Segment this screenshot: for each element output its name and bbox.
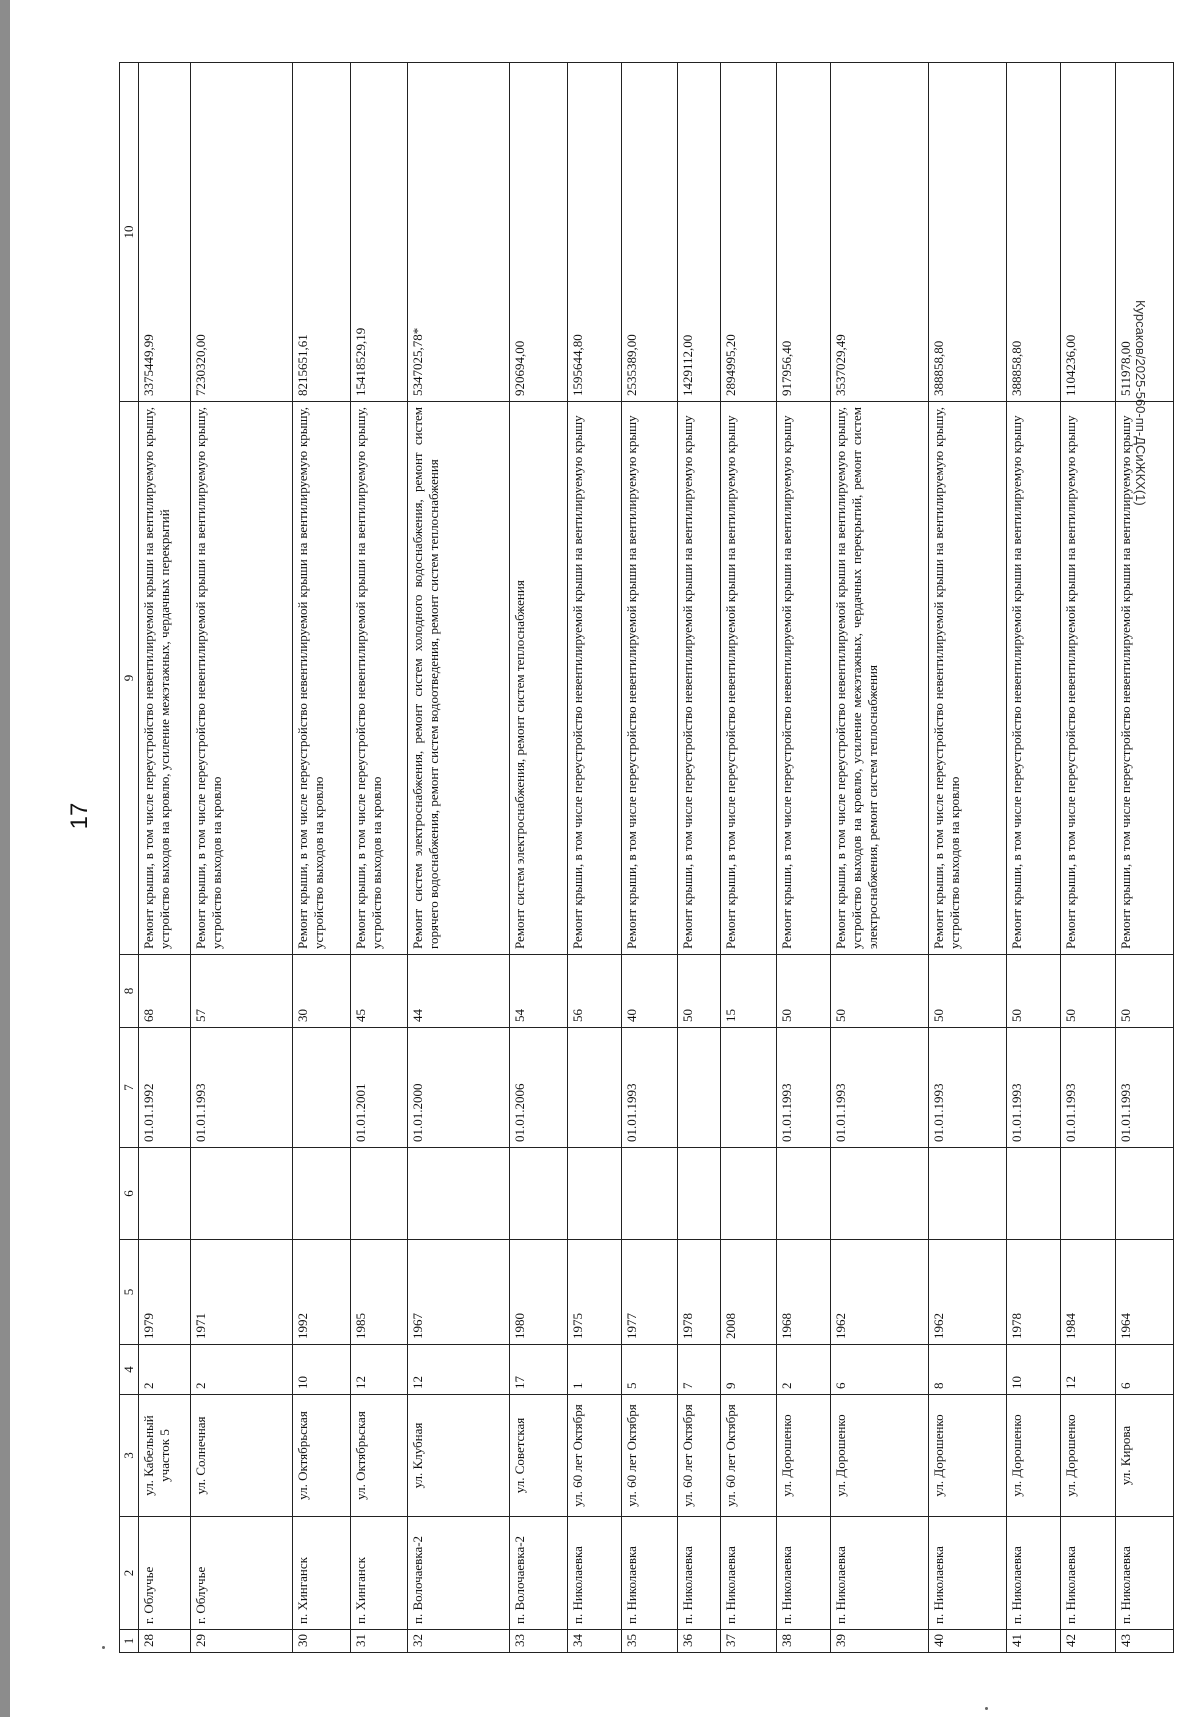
works-description-cell: Ремонт крыши, в том числе переустройство невентилируемой крыши на вентилируемую крышу, устройство выходов на кровлю — [929, 402, 1007, 955]
wear-percent-cell: 50 — [1007, 955, 1061, 1028]
column-6-cell — [510, 1148, 568, 1240]
row-number: 28 — [139, 1630, 191, 1653]
column-6-cell — [139, 1148, 191, 1240]
scan-edge — [0, 0, 10, 1717]
year-cell: 1971 — [191, 1240, 293, 1345]
works-description-cell: Ремонт крыши, в том числе переустройство невентилируемой крыши на вентилируемую крышу, устройство выходов на кровлю, усиление межэтажных, чердачных перекрытий — [139, 402, 191, 955]
row-number: 36 — [678, 1630, 721, 1653]
settlement-cell: п. Николаевка — [622, 1517, 678, 1630]
street-cell: ул. Клубная — [408, 1395, 510, 1517]
works-description-cell: Ремонт крыши, в том числе переустройство невентилируемой крыши на вентилируемую крышу — [1061, 402, 1116, 955]
column-6-cell — [1116, 1148, 1174, 1240]
works-description-cell: Ремонт крыши, в том числе переустройство невентилируемой крыши на вентилируемую крышу, устройство выходов на кровлю — [191, 402, 293, 955]
column-6-cell — [191, 1148, 293, 1240]
year-cell: 1977 — [622, 1240, 678, 1345]
date-cell — [568, 1028, 622, 1148]
cost-cell: 8215651,61 — [293, 63, 351, 402]
house-number-cell: 2 — [777, 1345, 831, 1395]
works-description-cell: Ремонт систем электроснабжения, ремонт систем теплоснабжения — [510, 402, 568, 955]
cost-cell: 7230320,00 — [191, 63, 293, 402]
house-number-cell: 6 — [1116, 1345, 1174, 1395]
table-row — [929, 63, 1007, 1653]
house-number-cell: 7 — [678, 1345, 721, 1395]
wear-percent-cell: 50 — [1116, 955, 1174, 1028]
house-number-cell: 10 — [293, 1345, 351, 1395]
street-cell: ул. 60 лет Октября — [568, 1395, 622, 1517]
cost-cell: 3537029,49 — [831, 63, 929, 402]
settlement-cell: п. Хинганск — [351, 1517, 408, 1630]
works-description-cell: Ремонт крыши, в том числе переустройство невентилируемой крыши на вентилируемую крышу — [1116, 402, 1174, 955]
settlement-cell: п. Николаевка — [831, 1517, 929, 1630]
works-table — [119, 62, 1174, 1653]
street-cell: ул. 60 лет Октября — [678, 1395, 721, 1517]
date-cell: 01.01.1993 — [1116, 1028, 1174, 1148]
year-cell: 1967 — [408, 1240, 510, 1345]
year-cell: 1964 — [1116, 1240, 1174, 1345]
row-number: 39 — [831, 1630, 929, 1653]
street-cell: ул. Кабельный участок 5 — [139, 1395, 191, 1517]
house-number-cell: 1 — [568, 1345, 622, 1395]
settlement-cell: п. Хинганск — [293, 1517, 351, 1630]
wear-percent-cell: 44 — [408, 955, 510, 1028]
date-cell: 01.01.1992 — [139, 1028, 191, 1148]
wear-percent-cell: 57 — [191, 955, 293, 1028]
settlement-cell: п. Волочаевка-2 — [408, 1517, 510, 1630]
row-number: 34 — [568, 1630, 622, 1653]
table-row — [678, 63, 721, 1653]
year-cell: 1962 — [831, 1240, 929, 1345]
row-number: 38 — [777, 1630, 831, 1653]
house-number-cell: 12 — [1061, 1345, 1116, 1395]
settlement-cell: г. Облучье — [139, 1517, 191, 1630]
cost-cell: 511978,00 — [1116, 63, 1174, 402]
street-cell: ул. Кирова — [1116, 1395, 1174, 1517]
column-number-header: 10 — [120, 63, 139, 402]
house-number-cell: 6 — [831, 1345, 929, 1395]
table-row — [777, 63, 831, 1653]
street-cell: ул. Солнечная — [191, 1395, 293, 1517]
rotated-table-container — [119, 63, 1133, 1653]
year-cell: 1962 — [929, 1240, 1007, 1345]
wear-percent-cell: 50 — [1061, 955, 1116, 1028]
table-row — [721, 63, 777, 1653]
cost-cell: 2894995,20 — [721, 63, 777, 402]
row-number: 30 — [293, 1630, 351, 1653]
scan-speck — [985, 1707, 988, 1710]
column-6-cell — [568, 1148, 622, 1240]
street-cell: ул. Дорошенко — [1007, 1395, 1061, 1517]
date-cell: 01.01.2006 — [510, 1028, 568, 1148]
column-6-cell — [1061, 1148, 1116, 1240]
settlement-cell: г. Облучье — [191, 1517, 293, 1630]
row-number: 40 — [929, 1630, 1007, 1653]
table-row — [351, 63, 408, 1653]
date-cell — [678, 1028, 721, 1148]
date-cell — [721, 1028, 777, 1148]
column-6-cell — [678, 1148, 721, 1240]
row-number: 43 — [1116, 1630, 1174, 1653]
settlement-cell: п. Николаевка — [1007, 1517, 1061, 1630]
cost-cell: 3375449,99 — [139, 63, 191, 402]
column-number-header: 9 — [120, 402, 139, 955]
column-6-cell — [622, 1148, 678, 1240]
wear-percent-cell: 56 — [568, 955, 622, 1028]
table-row — [622, 63, 678, 1653]
date-cell — [293, 1028, 351, 1148]
year-cell: 1978 — [1007, 1240, 1061, 1345]
column-number-header: 7 — [120, 1028, 139, 1148]
street-cell: ул. Советская — [510, 1395, 568, 1517]
cost-cell: 1429112,00 — [678, 63, 721, 402]
column-6-cell — [293, 1148, 351, 1240]
date-cell: 01.01.1993 — [831, 1028, 929, 1148]
table-row — [139, 63, 191, 1653]
table-row — [1061, 63, 1116, 1653]
date-cell: 01.01.2000 — [408, 1028, 510, 1148]
date-cell: 01.01.1993 — [622, 1028, 678, 1148]
street-cell: ул. Дорошенко — [777, 1395, 831, 1517]
cost-cell: 15418529,19 — [351, 63, 408, 402]
footer-reference-text: Курсаков/2025-560-пп-ДСиЖКХ(1) — [1133, 300, 1148, 506]
row-number: 33 — [510, 1630, 568, 1653]
row-number: 35 — [622, 1630, 678, 1653]
cost-cell: 388858,80 — [1007, 63, 1061, 402]
settlement-cell: п. Николаевка — [777, 1517, 831, 1630]
table-row — [408, 63, 510, 1653]
works-description-cell: Ремонт крыши, в том числе переустройство невентилируемой крыши на вентилируемую крышу — [721, 402, 777, 955]
date-cell: 01.01.2001 — [351, 1028, 408, 1148]
column-number-header: 4 — [120, 1345, 139, 1395]
column-6-cell — [721, 1148, 777, 1240]
house-number-cell: 2 — [139, 1345, 191, 1395]
year-cell: 1980 — [510, 1240, 568, 1345]
page-number: 17 — [66, 802, 93, 830]
table-viewport — [119, 63, 1133, 1653]
cost-cell: 917956,40 — [777, 63, 831, 402]
date-cell: 01.01.1993 — [929, 1028, 1007, 1148]
wear-percent-cell: 40 — [622, 955, 678, 1028]
wear-percent-cell: 50 — [929, 955, 1007, 1028]
row-number: 37 — [721, 1630, 777, 1653]
column-6-cell — [1007, 1148, 1061, 1240]
year-cell: 1979 — [139, 1240, 191, 1345]
street-cell: ул. 60 лет Октября — [622, 1395, 678, 1517]
row-number: 29 — [191, 1630, 293, 1653]
column-6-cell — [831, 1148, 929, 1240]
cost-cell: 1104236,00 — [1061, 63, 1116, 402]
works-description-cell: Ремонт крыши, в том числе переустройство невентилируемой крыши на вентилируемую крышу, устройство выходов на кровлю — [293, 402, 351, 955]
settlement-cell: п. Николаевка — [1116, 1517, 1174, 1630]
year-cell: 1985 — [351, 1240, 408, 1345]
house-number-cell: 2 — [191, 1345, 293, 1395]
street-cell: ул. Дорошенко — [929, 1395, 1007, 1517]
works-description-cell: Ремонт крыши, в том числе переустройство невентилируемой крыши на вентилируемую крышу, устройство выходов на кровлю — [351, 402, 408, 955]
column-number-header: 8 — [120, 955, 139, 1028]
date-cell: 01.01.1993 — [1007, 1028, 1061, 1148]
street-cell: ул. Октябрьская — [351, 1395, 408, 1517]
works-description-cell: Ремонт крыши, в том числе переустройство невентилируемой крыши на вентилируемую крышу — [678, 402, 721, 955]
table-row — [1116, 63, 1174, 1653]
works-description-cell: Ремонт крыши, в том числе переустройство невентилируемой крыши на вентилируемую крышу — [622, 402, 678, 955]
wear-percent-cell: 45 — [351, 955, 408, 1028]
wear-percent-cell: 50 — [678, 955, 721, 1028]
house-number-cell: 9 — [721, 1345, 777, 1395]
works-description-cell: Ремонт крыши, в том числе переустройство невентилируемой крыши на вентилируемую крышу, устройство выходов на кровлю, усиление межэтажных, чердачных перекрытий, ремонт систем электроснабжения, ремонт систем теплоснабжения — [831, 402, 929, 955]
column-6-cell — [929, 1148, 1007, 1240]
works-description-cell: Ремонт крыши, в том числе переустройство невентилируемой крыши на вентилируемую крышу — [1007, 402, 1061, 955]
settlement-cell: п. Николаевка — [678, 1517, 721, 1630]
year-cell: 1975 — [568, 1240, 622, 1345]
column-6-cell — [777, 1148, 831, 1240]
cost-cell: 920694,00 — [510, 63, 568, 402]
street-cell: ул. Дорошенко — [1061, 1395, 1116, 1517]
house-number-cell: 17 — [510, 1345, 568, 1395]
year-cell: 1978 — [678, 1240, 721, 1345]
column-6-cell — [408, 1148, 510, 1240]
year-cell: 1968 — [777, 1240, 831, 1345]
table-row — [568, 63, 622, 1653]
settlement-cell: п. Николаевка — [1061, 1517, 1116, 1630]
table-row — [831, 63, 929, 1653]
date-cell: 01.01.1993 — [1061, 1028, 1116, 1148]
table-row — [191, 63, 293, 1653]
street-cell: ул. 60 лет Октября — [721, 1395, 777, 1517]
wear-percent-cell: 54 — [510, 955, 568, 1028]
column-number-header: 5 — [120, 1240, 139, 1345]
wear-percent-cell: 15 — [721, 955, 777, 1028]
house-number-cell: 10 — [1007, 1345, 1061, 1395]
wear-percent-cell: 68 — [139, 955, 191, 1028]
scan-speck — [102, 1646, 105, 1649]
year-cell: 1992 — [293, 1240, 351, 1345]
column-number-header: 1 — [120, 1630, 139, 1653]
cost-cell: 388858,80 — [929, 63, 1007, 402]
table-row — [510, 63, 568, 1653]
cost-cell: 2535389,00 — [622, 63, 678, 402]
table-row — [1007, 63, 1061, 1653]
house-number-cell: 8 — [929, 1345, 1007, 1395]
settlement-cell: п. Николаевка — [721, 1517, 777, 1630]
header-row — [120, 63, 139, 1653]
street-cell: ул. Дорошенко — [831, 1395, 929, 1517]
cost-cell: 5347025,78* — [408, 63, 510, 402]
works-description-cell: Ремонт крыши, в том числе переустройство невентилируемой крыши на вентилируемую крышу — [568, 402, 622, 955]
row-number: 32 — [408, 1630, 510, 1653]
settlement-cell: п. Николаевка — [568, 1517, 622, 1630]
house-number-cell: 5 — [622, 1345, 678, 1395]
cost-cell: 1595644,80 — [568, 63, 622, 402]
wear-percent-cell: 30 — [293, 955, 351, 1028]
column-number-header: 2 — [120, 1517, 139, 1630]
settlement-cell: п. Николаевка — [929, 1517, 1007, 1630]
column-number-header: 6 — [120, 1148, 139, 1240]
house-number-cell: 12 — [408, 1345, 510, 1395]
table-row — [293, 63, 351, 1653]
row-number: 42 — [1061, 1630, 1116, 1653]
column-6-cell — [351, 1148, 408, 1240]
date-cell: 01.01.1993 — [191, 1028, 293, 1148]
row-number: 41 — [1007, 1630, 1061, 1653]
works-description-cell: Ремонт крыши, в том числе переустройство невентилируемой крыши на вентилируемую крышу — [777, 402, 831, 955]
date-cell: 01.01.1993 — [777, 1028, 831, 1148]
street-cell: ул. Октябрьская — [293, 1395, 351, 1517]
year-cell: 2008 — [721, 1240, 777, 1345]
settlement-cell: п. Волочаевка-2 — [510, 1517, 568, 1630]
wear-percent-cell: 50 — [777, 955, 831, 1028]
works-description-cell: Ремонт систем электроснабжения, ремонт систем холодного водоснабжения, ремонт систем горячего водоснабжения, ремонт систем водоотведения, ремонт систем теплоснабжения — [408, 402, 510, 955]
wear-percent-cell: 50 — [831, 955, 929, 1028]
row-number: 31 — [351, 1630, 408, 1653]
house-number-cell: 12 — [351, 1345, 408, 1395]
column-number-header: 3 — [120, 1395, 139, 1517]
year-cell: 1984 — [1061, 1240, 1116, 1345]
